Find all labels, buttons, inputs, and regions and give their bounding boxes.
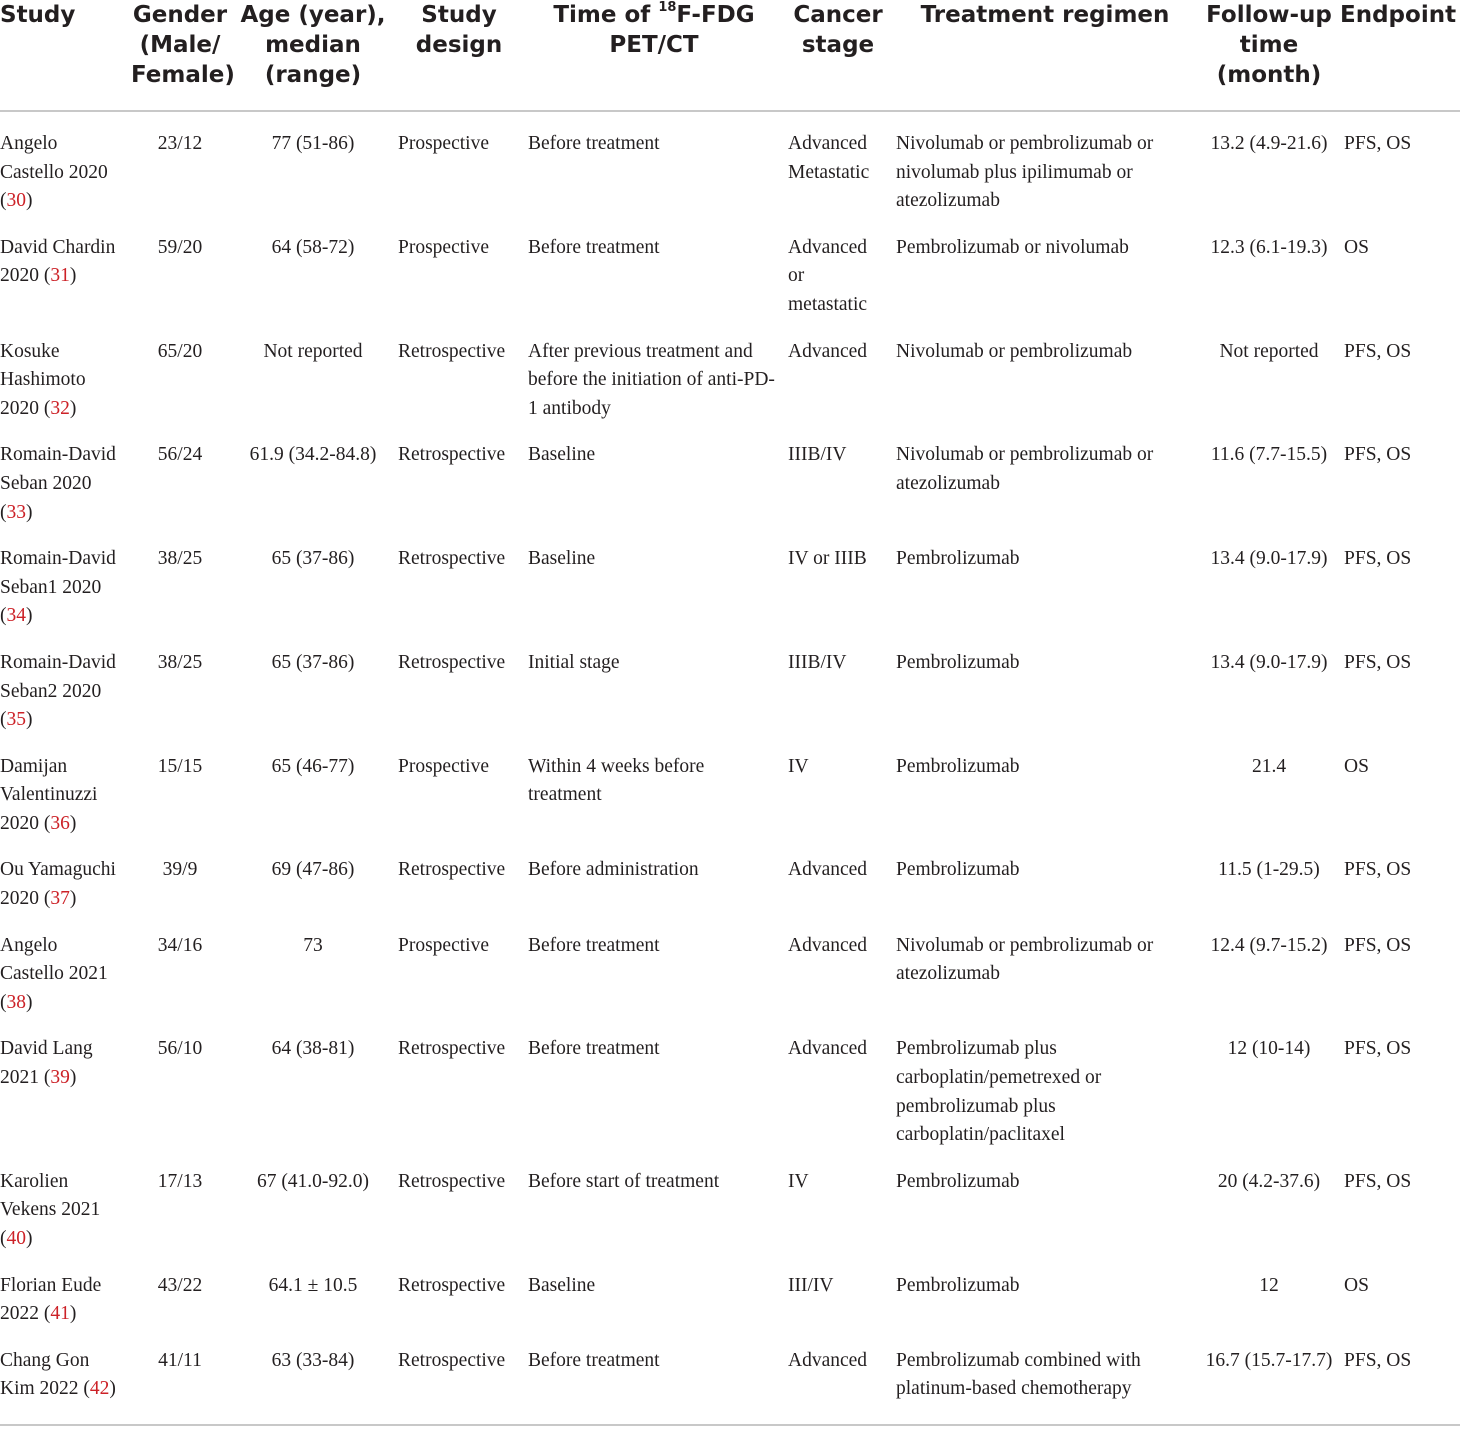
study-name: Angelo Castello 2021	[0, 934, 108, 985]
cell-endpoint: PFS, OS	[1344, 444, 1412, 466]
cell-design: Retrospective	[398, 651, 506, 673]
cell-age: 63 (33-84)	[232, 1329, 394, 1425]
study-name: Chang Gon Kim 2022	[0, 1349, 90, 1400]
reference-link[interactable]: 41	[50, 1303, 70, 1325]
cell-gender: 38/25	[157, 651, 203, 673]
header-time-prefix: Time of	[553, 2, 659, 28]
cell-gender: 59/20	[157, 236, 203, 258]
table-row	[0, 111, 1460, 216]
cell-gender: 17/13	[157, 1170, 203, 1192]
cell-followup: Not reported	[1219, 340, 1319, 362]
cell-time: Within 4 weeks before treatment	[528, 755, 705, 806]
cell-age: 64 (38-81)	[271, 1038, 355, 1060]
cell-study: Romain-David Seban 2020 (33)	[0, 444, 116, 523]
table-row	[0, 1254, 1460, 1329]
cell-age: 65 (37-86)	[271, 651, 355, 673]
cell-treatment: Nivolumab or pembrolizumab or atezolizumab	[896, 934, 1154, 985]
cell-followup: 11.6 (7.7-15.5)	[1210, 444, 1328, 466]
header-stage: Cancer stage	[784, 0, 892, 111]
cell-treatment: Pembrolizumab	[896, 651, 1020, 673]
table-row	[0, 914, 1460, 1018]
header-time-sup: 18	[658, 0, 677, 15]
cell-age: 65 (46-77)	[271, 755, 355, 777]
cell-age: 67 (41.0-92.0)	[256, 1170, 370, 1192]
study-name: Florian Eude 2022	[0, 1274, 102, 1325]
header-age: Age (year), median (range)	[232, 0, 394, 111]
cell-gender: 15/15	[157, 755, 203, 777]
cell-endpoint: OS	[1344, 236, 1369, 258]
cell-time: Before treatment	[528, 133, 660, 154]
cell-design: Prospective	[398, 755, 489, 777]
cell-time: Initial stage	[528, 651, 620, 673]
cell-stage: IV	[788, 1170, 809, 1192]
reference-link[interactable]: 33	[6, 501, 26, 523]
table-row	[0, 1017, 1460, 1149]
study-name: David Lang 2021	[0, 1038, 93, 1089]
cell-followup: 12.3 (6.1-19.3)	[1210, 236, 1328, 258]
study-name: Ou Yamaguchi 2020	[0, 859, 116, 910]
cell-study: Angelo Castello 2020 (30)	[0, 133, 108, 212]
cell-stage: Advanced Metastatic	[788, 133, 870, 183]
table-row	[0, 1150, 1460, 1254]
study-name: Karolien Vekens 2021	[0, 1170, 101, 1221]
header-gender: Gender (Male/ Female)	[128, 0, 232, 111]
reference-link[interactable]: 39	[50, 1067, 70, 1089]
cell-time: Before treatment	[524, 1329, 784, 1425]
cell-study: David Lang 2021 (39)	[0, 1038, 93, 1089]
cell-gender: 56/10	[157, 1038, 203, 1060]
header-design: Study design	[394, 0, 524, 111]
cell-stage: IIIB/IV	[788, 444, 847, 466]
cell-design: Retrospective	[398, 1170, 506, 1192]
reference-link[interactable]: 31	[50, 265, 70, 287]
cell-stage: Advanced or metastatic	[788, 236, 868, 315]
cell-gender: 38/25	[157, 548, 203, 570]
cell-treatment: Pembrolizumab	[896, 755, 1020, 777]
cell-endpoint: PFS, OS	[1344, 1170, 1412, 1192]
cell-time: Before treatment	[528, 236, 660, 258]
header-time	[524, 0, 784, 111]
cell-study: Romain-David Seban2 2020 (35)	[0, 651, 116, 731]
cell-age: 73	[303, 934, 323, 956]
cell-followup: 12	[1259, 1274, 1279, 1296]
cell-followup: 12 (10-14)	[1227, 1038, 1311, 1060]
cell-endpoint: PFS, OS	[1344, 1038, 1412, 1060]
cell-stage: Advanced	[784, 1329, 892, 1425]
reference-link[interactable]: 36	[50, 812, 70, 834]
study-name: Romain-David Seban 2020	[0, 444, 116, 494]
cell-time: Before treatment	[528, 934, 660, 956]
cell-treatment: Pembrolizumab	[896, 548, 1020, 570]
study-name: Kosuke Hashimoto 2020	[0, 340, 86, 419]
study-name: Romain-David Seban1 2020	[0, 548, 116, 598]
table-body	[0, 111, 1460, 1425]
cell-endpoint: OS	[1344, 755, 1369, 777]
cell-design: Retrospective	[398, 444, 506, 466]
cell-time: Before administration	[528, 859, 699, 881]
cell-stage: Advanced	[788, 934, 868, 956]
cell-time: Baseline	[528, 1274, 596, 1296]
cell-endpoint: PFS, OS	[1344, 859, 1412, 881]
cell-endpoint: PFS, OS	[1344, 340, 1412, 362]
cell-followup: 13.4 (9.0-17.9)	[1210, 651, 1328, 673]
header-row	[0, 0, 1460, 111]
header-endpoint: Endpoint	[1340, 0, 1460, 111]
cell-time: Baseline	[528, 444, 596, 466]
cell-stage: Advanced	[788, 859, 868, 881]
cell-gender: 65/20	[157, 340, 203, 362]
reference-link[interactable]: 42	[89, 1378, 110, 1400]
cell-stage: Advanced	[788, 1038, 868, 1060]
header-treatment: Treatment regimen	[892, 0, 1198, 111]
cell-gender: 23/12	[157, 133, 203, 154]
table-row	[0, 320, 1460, 424]
cell-time: Before treatment	[528, 1038, 660, 1060]
cell-endpoint: OS	[1344, 1274, 1369, 1296]
cell-age: 61.9 (34.2-84.8)	[249, 444, 377, 466]
cell-study: Chang Gon Kim 2022 (42)	[0, 1329, 128, 1425]
cell-age: 64 (58-72)	[271, 236, 355, 258]
cell-study: Kosuke Hashimoto 2020 (32)	[0, 340, 86, 419]
cell-endpoint: PFS, OS	[1344, 133, 1412, 154]
cell-treatment: Pembrolizumab combined with platinum-based chemotherapy	[892, 1329, 1198, 1425]
cell-followup: 13.2 (4.9-21.6)	[1210, 133, 1328, 154]
table-row	[0, 216, 1460, 320]
cell-endpoint: PFS, OS	[1344, 934, 1412, 956]
cell-treatment: Nivolumab or pembrolizumab or nivolumab plus ipilimumab or atezolizumab	[896, 133, 1154, 212]
table-header	[0, 0, 1460, 111]
cell-followup: 20 (4.2-37.6)	[1217, 1170, 1321, 1192]
cell-treatment: Pembrolizumab plus carboplatin/pemetrexed or pembrolizumab plus carboplatin/paclitaxel	[896, 1038, 1102, 1146]
cell-age: Not reported	[263, 340, 363, 362]
cell-stage: IV	[788, 755, 809, 777]
cell-endpoint: PFS, OS	[1340, 1329, 1460, 1425]
cell-stage: IV or IIIB	[788, 548, 867, 570]
reference-link[interactable]: 35	[6, 709, 26, 731]
cell-followup: 11.5 (1-29.5)	[1218, 859, 1320, 881]
reference-link[interactable]: 40	[6, 1228, 26, 1249]
study-name: Romain-David Seban2 2020	[0, 651, 116, 702]
reference-link[interactable]: 30	[6, 190, 26, 212]
cell-design: Retrospective	[398, 1274, 506, 1296]
cell-treatment: Pembrolizumab	[896, 1274, 1020, 1296]
cell-design: Prospective	[398, 934, 489, 956]
cell-gender: 56/24	[157, 444, 203, 466]
cell-design: Retrospective	[398, 859, 506, 881]
cell-design: Prospective	[398, 236, 489, 258]
cell-treatment: Pembrolizumab	[896, 1170, 1020, 1192]
cell-stage: III/IV	[788, 1274, 834, 1296]
cell-design: Retrospective	[398, 548, 506, 570]
cell-stage: Advanced	[788, 340, 868, 362]
cell-treatment: Pembrolizumab or nivolumab	[896, 236, 1129, 258]
cell-time: Before start of treatment	[528, 1170, 720, 1192]
cell-endpoint: PFS, OS	[1344, 548, 1412, 570]
cell-design: Retrospective	[394, 1329, 524, 1425]
table-row	[0, 838, 1460, 913]
cell-followup: 21.4	[1251, 755, 1287, 777]
cell-age: 65 (37-86)	[271, 548, 355, 570]
reference-link[interactable]: 34	[6, 605, 26, 627]
study-name: David Chardin 2020	[0, 236, 116, 287]
cell-gender: 41/11	[128, 1329, 232, 1425]
table-row	[0, 1329, 1460, 1425]
table-row	[0, 527, 1460, 631]
table-row	[0, 735, 1460, 839]
cell-gender: 43/22	[157, 1274, 203, 1296]
cell-followup: 16.7 (15.7-17.7)	[1198, 1329, 1340, 1425]
cell-followup: 13.4 (9.0-17.9)	[1210, 548, 1328, 570]
cell-followup: 12.4 (9.7-15.2)	[1210, 934, 1328, 956]
cell-study: Karolien Vekens 2021 (40)	[0, 1170, 101, 1249]
cell-treatment: Nivolumab or pembrolizumab or atezolizumab	[896, 444, 1154, 494]
cell-time: Baseline	[528, 548, 596, 570]
header-time-suffix: F-FDG PET/CT	[609, 2, 755, 58]
table-row	[0, 631, 1460, 735]
cell-gender: 34/16	[157, 934, 203, 956]
cell-time: After previous treatment and before the initiation of anti-PD-1 antibody	[528, 340, 775, 419]
cell-age: 69 (47-86)	[271, 859, 355, 881]
header-study: Study	[0, 0, 128, 111]
table-row	[0, 423, 1460, 527]
cell-study: Damijan Valentinuzzi 2020 (36)	[0, 755, 98, 834]
cell-study: Angelo Castello 2021 (38)	[0, 934, 108, 1013]
cell-study: Romain-David Seban1 2020 (34)	[0, 548, 116, 627]
reference-link[interactable]: 37	[50, 888, 70, 910]
cell-design: Prospective	[398, 133, 489, 154]
cell-stage: IIIB/IV	[788, 651, 847, 673]
study-name: Angelo Castello 2020	[0, 133, 108, 183]
cell-treatment: Nivolumab or pembrolizumab	[896, 340, 1133, 362]
cell-study: David Chardin 2020 (31)	[0, 236, 116, 287]
reference-link[interactable]: 32	[50, 397, 70, 419]
cell-study: Ou Yamaguchi 2020 (37)	[0, 859, 116, 910]
study-name: Damijan Valentinuzzi 2020	[0, 755, 98, 834]
cell-gender: 39/9	[162, 859, 198, 881]
cell-age: 77 (51-86)	[271, 133, 355, 154]
cell-treatment: Pembrolizumab	[896, 859, 1020, 881]
header-followup: Follow-up time (month)	[1198, 0, 1340, 111]
cell-study: Florian Eude 2022 (41)	[0, 1274, 102, 1325]
cell-design: Retrospective	[398, 340, 506, 362]
cell-endpoint: PFS, OS	[1344, 651, 1412, 673]
cell-age: 64.1 ± 10.5	[268, 1274, 358, 1296]
reference-link[interactable]: 38	[6, 991, 26, 1013]
cell-design: Retrospective	[398, 1038, 506, 1060]
